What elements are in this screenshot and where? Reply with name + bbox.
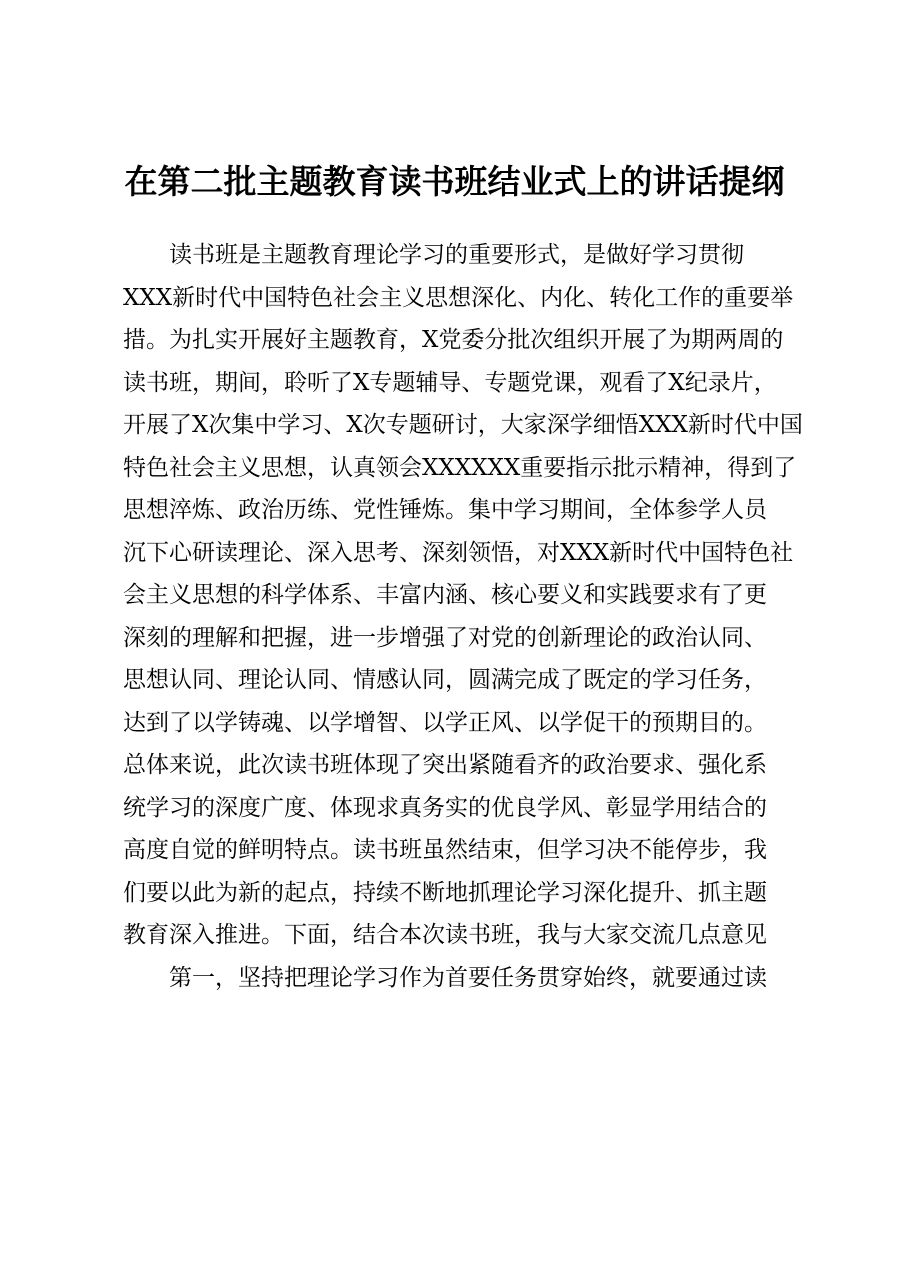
document-title: 在第二批主题教育读书班结业式上的讲话提纲 [124, 162, 785, 201]
paragraph-line: 读书班是主题教育理论学习的重要形式，是做好学习贯彻 [169, 242, 744, 268]
paragraph-line: 达到了以学铸魂、以学增智、以学正风、以学促干的预期目的。 [123, 709, 767, 736]
paragraph-line: 思想认同、理论认同、情感认同，圆满完成了既定的学习任务， [123, 667, 767, 693]
paragraph-line: 读书班，期间，聆听了X专题辅导、专题党课，观看了X纪录片， [123, 369, 777, 396]
paragraph-line: 教育深入推进。下面，结合本次读书班，我与大家交流几点意见 [123, 922, 767, 948]
document-body [123, 234, 823, 999]
paragraph-line: 措。为扎实开展好主题教育，X党委分批次组织开展了为期两周的 [123, 327, 784, 353]
paragraph-line: 会主义思想的科学体系、丰富内涵、核心要义和实践要求有了更 [123, 582, 767, 608]
paragraph-line: 统学习的深度广度、体现求真务实的优良学风、彰显学用结合的 [123, 794, 767, 821]
paragraph-line: 们要以此为新的起点，持续不断地抓理论学习深化提升、抓主题 [123, 879, 767, 906]
paragraph-line: 第一，坚持把理论学习作为首要任务贯穿始终，就要通过读 [169, 964, 767, 991]
paragraph-line: 开展了X次集中学习、X次专题研讨，大家深学细悟XXX新时代中国 [123, 412, 803, 438]
paragraph-line: XXX新时代中国特色社会主义思想深化、内化、转化工作的重要举 [123, 284, 794, 311]
paragraph-line: 思想淬炼、政治历练、党性锤炼。集中学习期间，全体参学人员 [123, 497, 767, 523]
paragraph-line: 特色社会主义思想，认真领会XXXXXX重要指示批示精神，得到了 [123, 454, 797, 481]
paragraph-line: 高度自觉的鲜明特点。读书班虽然结束，但学习决不能停步，我 [123, 837, 767, 863]
paragraph-line: 深刻的理解和把握，进一步增强了对党的创新理论的政治认同、 [123, 624, 767, 651]
paragraph-line: 总体来说，此次读书班体现了突出紧随看齐的政治要求、强化系 [123, 752, 767, 778]
paragraph-line: 沉下心研读理论、深入思考、深刻领悟，对XXX新时代中国特色社 [123, 539, 794, 566]
